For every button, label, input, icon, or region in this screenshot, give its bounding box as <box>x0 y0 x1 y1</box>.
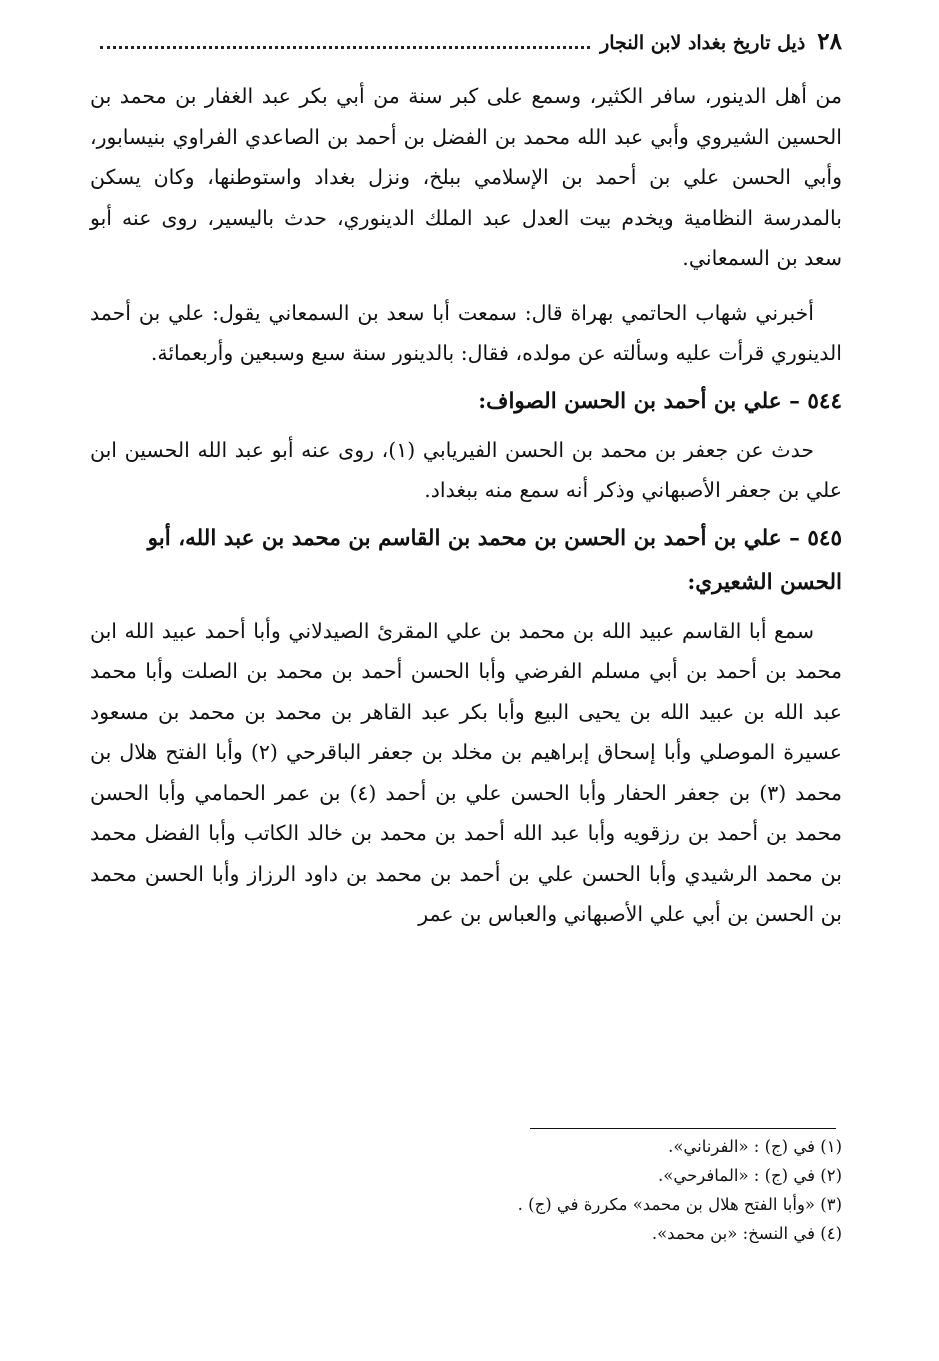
paragraph-report: أخبرني شهاب الحاتمي بهراة قال: سمعت أبا سعد بن السمعاني يقول: علي بن أحمد الدينوري قرأت عليه وسألته عن مولده، فقال: بالدينور سنة سبع وسبعين وأربعمائة. <box>90 300 842 365</box>
entry-heading-545: ٥٤٥ – علي بن أحمد بن الحسن بن محمد بن القاسم بن محمد بن عبد الله، أبو الحسن الشعيري: <box>147 525 842 595</box>
running-title: ذيل تاريخ بغداد لابن النجار <box>600 32 806 54</box>
footnote-3: (٣) «وأبا الفتح هلال بن محمد» مكررة في (ج) . <box>517 1195 842 1214</box>
paragraph-biography: من أهل الدينور، سافر الكثير، وسمع على كبر سنة من أبي بكر عبد الغفار بن محمد بن الحسين الشيروي وأبي عبد الله محمد بن الفضل بن أحمد بن الصاعدي الفراوي بنيسابور، وأبي الحسن علي بن أحمد بن الإسلامي ببلخ، ونزل بغداد واستوطنها، وكان يسكن بالمدرسة النظامية ويخدم بيت العدل عبد الملك الدينوري، حدث باليسير، روى عنه أبو سعد بن السمعاني. <box>90 84 842 270</box>
footnotes <box>90 1132 842 1248</box>
footnote-2: (٢) في (ج) : «المافرحي». <box>657 1166 842 1185</box>
page <box>90 28 842 935</box>
footnote-separator <box>530 1128 836 1129</box>
footnote-4: (٤) في النسخ: «بن محمد». <box>651 1224 842 1243</box>
footnote-1: (١) في (ج) : «الفرناني». <box>668 1137 842 1156</box>
page-number: ٢٨ <box>817 28 842 55</box>
header-dot-leader <box>100 46 590 49</box>
page-header <box>90 28 842 68</box>
paragraph-entry-544: حدث عن جعفر بن محمد بن الحسن الفيريابي (١)، روى عنه أبو عبد الله الحسين ابن علي بن جعفر الأصبهاني وذكر أنه سمع منه ببغداد. <box>90 437 842 502</box>
entry-heading-544: ٥٤٤ – علي بن أحمد بن الحسن الصواف: <box>478 388 842 414</box>
paragraph-entry-545: سمع أبا القاسم عبيد الله بن محمد بن علي المقرئ الصيدلاني وأبا أحمد عبيد الله ابن محمد بن أحمد بن أبي مسلم الفرضي وأبا الحسن أحمد بن محمد بن الصلت وأبا محمد عبد الله بن عبيد الله بن يحيى البيع وأبا بكر عبد القاهر بن محمد بن محمد بن مسعود عسيرة الموصلي وأبا إسحاق إبراهيم بن مخلد بن جعفر الباقرحي (٢) وأبا الفتح هلال بن محمد (٣) بن جعفر الحفار وأبا الحسن علي بن أحمد (٤) بن عمر الحمامي وأبا الحسن محمد بن أحمد بن رزقويه وأبا عبد الله أحمد بن محمد بن خالد الكاتب وأبا الفضل محمد بن محمد الرشيدي وأبا الحسن علي بن أحمد بن محمد بن داود الرزاز وأبا الحسن محمد بن الحسن بن أبي علي الأصبهاني والعباس بن عمر <box>90 618 842 926</box>
